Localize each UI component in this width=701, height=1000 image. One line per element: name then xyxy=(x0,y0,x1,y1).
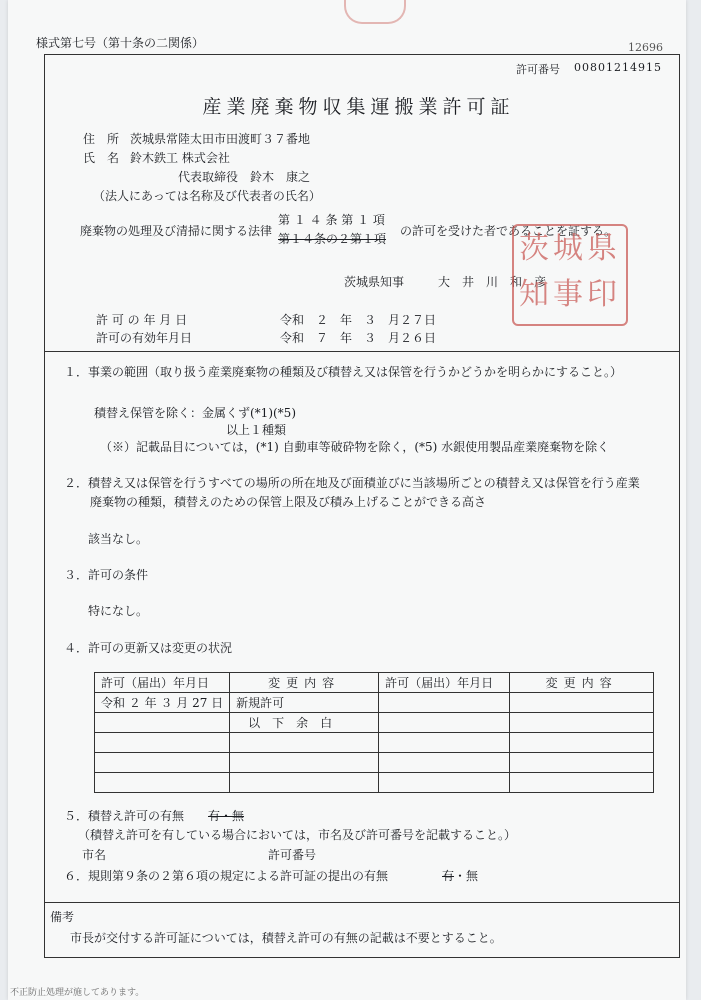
holder-address: 茨城県常陸太田市田渡町３７番地 xyxy=(130,132,311,146)
document-title: 産業廃棄物収集運搬業許可証 xyxy=(202,96,515,118)
table-header-row xyxy=(95,673,654,693)
section6-heading: ６．規則第９条の２第６項の規定による許可証の提出の有無 xyxy=(64,869,389,883)
col-change-1: 変更内容 xyxy=(230,673,379,693)
section5-note: （積替え許可を有している場合においては，市名及び許可番号を記載すること。） xyxy=(78,828,517,842)
section2-heading-1: ２．積替え又は保管を行うすべての場所の所在地及び面積並びに当該場所ごとの積替え又は保管を行う産業 xyxy=(64,476,640,490)
holder-name: 鈴木鉄工 株式会社 xyxy=(130,151,230,165)
valid-until-date: 令和 ７ 年 ３ 月２６日 xyxy=(280,331,437,345)
section1-count: 以上１種類 xyxy=(226,423,287,437)
top-seal-stamp xyxy=(344,0,406,24)
issuer-title: 茨城県知事 xyxy=(344,275,405,289)
change-history-table xyxy=(94,672,654,793)
section2-heading-2: 廃棄物の種類，積替えのための保管上限及び積み上げることができる高さ xyxy=(90,495,487,509)
law-article-struck: 第１４条の２第１項 xyxy=(278,232,387,246)
row-change xyxy=(230,773,379,793)
permit-document xyxy=(8,0,686,1000)
section5-value: 有・無 xyxy=(208,809,245,823)
table-row xyxy=(95,713,654,733)
section3-content: 特になし。 xyxy=(88,604,149,618)
permit-number-label: 許可番号 xyxy=(516,63,560,76)
divider-bottom xyxy=(44,902,680,903)
section1-remark: （※）記載品目については，(*1) 自動車等破砕物を除く，(*5) 水銀使用製品産業廃棄物を除く xyxy=(100,440,610,454)
row-change: 新規許可 xyxy=(230,693,379,713)
holder-note: （法人にあっては名称及び代表者の氏名） xyxy=(93,189,321,203)
address-label: 住 所 xyxy=(83,132,120,146)
holder-representative: 代表取締役 鈴木 康之 xyxy=(178,170,311,184)
city-label: 市名 xyxy=(82,848,107,862)
row-date xyxy=(95,753,230,773)
section5-heading: ５．積替え許可の有無 xyxy=(64,809,185,823)
document-number: 12696 xyxy=(628,41,663,54)
tamper-note: 不正防止処理が施してあります。 xyxy=(10,988,145,998)
section2-content: 該当なし。 xyxy=(88,532,149,546)
col-date-2: 許可（届出）年月日 xyxy=(379,673,510,693)
valid-until-label: 許可の有効年月日 xyxy=(96,331,193,345)
official-seal: 茨城県知事印 xyxy=(512,224,628,326)
row-date xyxy=(95,773,230,793)
law-article: 第 １ ４ 条 第 １ 項 xyxy=(278,213,385,227)
remarks-text: 市長が交付する許可証については，積替え許可の有無の記載は不要とすること。 xyxy=(70,931,502,945)
table-row xyxy=(95,753,654,773)
permit-number: 00801214915 xyxy=(574,61,662,74)
certification-text: の許可を受けた者であることを証する。 xyxy=(400,224,617,238)
remarks-label: 備考 xyxy=(50,910,75,924)
form-label: 様式第七号（第十条の二関係） xyxy=(36,36,205,50)
row-change xyxy=(230,753,379,773)
permit-number-field-label: 許可番号 xyxy=(268,848,317,862)
col-date-1: 許可（届出）年月日 xyxy=(95,673,230,693)
row-date: 令和 ２ 年 ３ 月 27 日 xyxy=(95,693,230,713)
divider-top xyxy=(44,351,680,352)
col-change-2: 変更内容 xyxy=(510,673,654,693)
section4-heading: ４．許可の更新又は変更の状況 xyxy=(64,641,233,655)
law-name: 廃棄物の処理及び清掃に関する法律 xyxy=(80,224,273,238)
row-date xyxy=(95,733,230,753)
name-label: 氏 名 xyxy=(83,151,120,165)
row-date xyxy=(95,713,230,733)
section6-value: 有・無 xyxy=(442,869,479,883)
table-row xyxy=(95,693,654,713)
table-row xyxy=(95,733,654,753)
permit-date: 令和 ２ 年 ３ 月２７日 xyxy=(280,313,437,327)
table-row xyxy=(95,773,654,793)
section1-scope: 積替え保管を除く：金属くず(*1)(*5) xyxy=(94,406,296,420)
permit-date-label: 許 可 の 年 月 日 xyxy=(96,313,188,327)
section1-heading: １．事業の範囲（取り扱う産業廃棄物の種類及び積替え又は保管を行うかどうかを明らかにすること。） xyxy=(64,365,623,379)
section3-heading: ３．許可の条件 xyxy=(64,568,149,582)
row-change: 以 下 余 白 xyxy=(230,713,379,733)
issuer-name: 大 井 川 和 彦 xyxy=(438,275,547,289)
row-change xyxy=(230,733,379,753)
